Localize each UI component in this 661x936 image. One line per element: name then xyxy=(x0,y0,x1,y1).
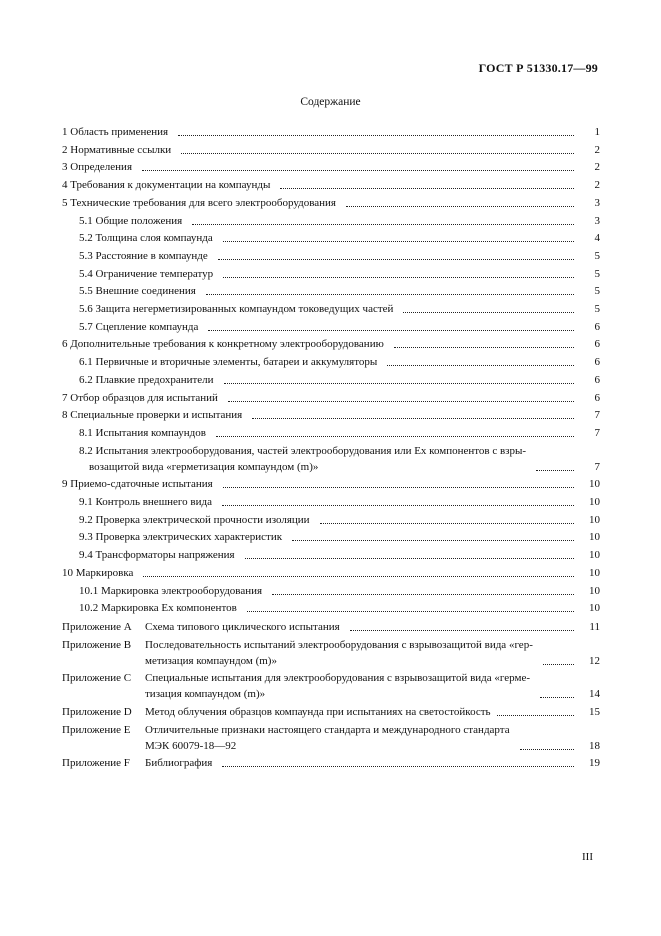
toc-entry-title: 9.4 Трансформаторы напряжения xyxy=(79,549,235,562)
toc-page-number: 7 xyxy=(594,426,600,439)
appendix-label: Приложение C xyxy=(62,672,132,685)
page-number: III xyxy=(582,851,593,863)
toc-appendix-entry[interactable] xyxy=(62,621,600,634)
appendix-label: Приложение F xyxy=(62,757,130,770)
dot-leader xyxy=(181,153,574,154)
toc-entry[interactable] xyxy=(79,445,600,474)
dot-leader xyxy=(216,436,574,437)
appendix-label: Приложение A xyxy=(62,620,132,633)
toc-entry[interactable] xyxy=(62,409,600,422)
dot-leader xyxy=(403,312,574,313)
toc-entry-title: 5.7 Сцепление компаунда xyxy=(79,320,199,333)
dot-leader xyxy=(223,487,574,488)
dot-leader xyxy=(223,241,574,242)
dot-leader xyxy=(536,470,574,471)
toc-appendix-entry[interactable] xyxy=(62,639,600,668)
appendix-title: Библиография xyxy=(145,757,213,770)
toc-page-number: 6 xyxy=(594,391,600,404)
toc-page-number: 19 xyxy=(589,757,600,770)
appendix-label: Приложение E xyxy=(62,723,131,736)
toc-entry-title: 9.3 Проверка электрических характеристик xyxy=(79,531,283,544)
toc-appendix-entry[interactable] xyxy=(62,706,600,719)
toc-entry[interactable] xyxy=(79,514,600,527)
appendix-title: Метод облучения образцов компаунда при испытаниях на светостойкость xyxy=(145,706,491,718)
toc-entry[interactable] xyxy=(62,179,600,192)
dot-leader xyxy=(543,664,574,665)
dot-leader xyxy=(228,401,574,402)
toc-entry-title: 5.2 Толщина слоя компаунда xyxy=(79,232,213,245)
toc-page-number: 10 xyxy=(589,513,600,526)
toc-page-number: 10 xyxy=(589,566,600,579)
appendix-title: Схема типового циклического испытания xyxy=(145,620,340,633)
toc-page-number: 5 xyxy=(594,249,600,262)
dot-leader xyxy=(178,135,574,136)
toc-entry-title: 6.1 Первичные и вторичные элементы, батареи и аккумуляторы xyxy=(79,356,378,369)
toc-entry[interactable] xyxy=(79,585,600,598)
toc-page-number: 5 xyxy=(594,285,600,298)
page-title: Содержание xyxy=(300,96,361,108)
toc-page-number: 14 xyxy=(589,688,600,701)
toc-page-number: 10 xyxy=(589,584,600,597)
dot-leader xyxy=(320,523,574,524)
toc-entry-title: 8.2 Испытания электрооборудования, частей электрооборудования или Ex компонентов с взры- xyxy=(79,444,527,457)
toc-page-number: 6 xyxy=(594,320,600,333)
toc-entry-title: 4 Требования к документации на компаунды xyxy=(62,179,271,192)
toc-entry[interactable] xyxy=(79,232,600,245)
toc-entry-title: 10 Маркировка xyxy=(62,566,134,579)
toc-page-number: 6 xyxy=(594,373,600,386)
toc-page-number: 6 xyxy=(594,356,600,369)
toc-entry[interactable] xyxy=(79,374,600,387)
appendix-title: Отличительные признаки настоящего стандарта и международного стандарта xyxy=(145,723,510,736)
toc-page-number: 10 xyxy=(589,496,600,508)
appendix-title-continued: МЭК 60079-18—92 xyxy=(145,739,237,752)
toc-entry-title: 6 Дополнительные требования к конкретному электрооборудованию xyxy=(62,338,384,351)
dot-leader xyxy=(222,766,574,767)
toc-page-number: 10 xyxy=(589,531,600,544)
toc-entry[interactable] xyxy=(79,427,600,440)
appendix-title-continued: метизация компаундом (m)» xyxy=(145,654,277,667)
toc-entry-title: 8.1 Испытания компаундов xyxy=(79,426,206,439)
toc-page-number: 12 xyxy=(589,654,600,667)
toc-entry[interactable] xyxy=(62,392,600,405)
toc-entry-title: 5.5 Внешние соединения xyxy=(79,285,196,298)
toc-entry-title: 9.1 Контроль внешнего вида xyxy=(79,496,212,508)
toc-entry-title: 7 Отбор образцов для испытаний xyxy=(62,391,218,404)
dot-leader xyxy=(223,277,574,278)
dot-leader xyxy=(222,505,574,506)
toc-entry-title: 9.2 Проверка электрической прочности изоляции xyxy=(79,513,310,526)
toc-entry[interactable] xyxy=(79,215,600,228)
toc-appendix-entry[interactable] xyxy=(62,757,600,770)
toc-entry[interactable] xyxy=(79,250,600,263)
toc-entry[interactable] xyxy=(62,338,600,351)
toc-entry[interactable] xyxy=(79,531,600,544)
dot-leader xyxy=(224,383,574,384)
dot-leader xyxy=(143,576,574,577)
toc-page-number: 3 xyxy=(594,214,600,227)
toc-page-number: 7 xyxy=(594,409,600,422)
toc-entry-title: 5.1 Общие положения xyxy=(79,214,183,227)
toc-entry[interactable] xyxy=(62,478,600,491)
toc-page-number: 10 xyxy=(589,602,600,615)
appendix-title: Последовательность испытаний электрооборудования с взрывозащитой вида «гер- xyxy=(145,638,533,651)
toc-entry[interactable] xyxy=(62,567,600,580)
toc-page-number: 7 xyxy=(594,460,600,473)
appendix-title-continued: тизация компаундом (m)» xyxy=(145,688,266,701)
toc-entry[interactable] xyxy=(79,321,600,334)
dot-leader xyxy=(292,540,574,541)
dot-leader xyxy=(218,259,574,260)
appendix-label: Приложение B xyxy=(62,638,132,651)
toc-entry-title: 9 Приемо-сдаточные испытания xyxy=(62,478,213,491)
dot-leader xyxy=(346,206,574,207)
toc-page-number: 5 xyxy=(594,267,600,280)
toc-entry[interactable] xyxy=(62,161,600,174)
toc-entry-title: 5.4 Ограничение температур xyxy=(79,267,214,280)
toc-entry[interactable] xyxy=(79,268,600,281)
toc-entry[interactable] xyxy=(79,549,600,562)
toc-page-number: 2 xyxy=(594,179,600,192)
toc-entry-title: 5 Технические требования для всего электрооборудования xyxy=(62,196,336,209)
dot-leader xyxy=(350,630,574,631)
dot-leader xyxy=(245,558,574,559)
dot-leader xyxy=(192,224,574,225)
dot-leader xyxy=(206,294,574,295)
toc-entry-title: 2 Нормативные ссылки xyxy=(62,143,172,156)
toc-entry-title: 10.2 Маркировка Ex компонентов xyxy=(79,602,237,615)
toc-page-number: 18 xyxy=(589,739,600,752)
toc-entry[interactable] xyxy=(79,602,600,615)
toc-entry-title: 5.3 Расстояние в компаунде xyxy=(79,249,208,262)
toc-entry[interactable] xyxy=(62,197,600,210)
dot-leader xyxy=(252,418,574,419)
toc-page-number: 1 xyxy=(594,126,600,138)
toc-page-number: 3 xyxy=(594,196,600,209)
toc-page-number: 10 xyxy=(589,478,600,491)
toc-entry-title: 3 Определения xyxy=(62,161,133,174)
toc-appendix-entry[interactable] xyxy=(62,672,600,701)
toc-entry-title: 6.2 Плавкие предохранители xyxy=(79,373,214,386)
toc-entry[interactable] xyxy=(79,356,600,369)
dot-leader xyxy=(387,365,574,366)
dot-leader xyxy=(394,347,574,348)
dot-leader xyxy=(272,594,574,595)
toc-entry-title: 1 Область применения xyxy=(62,126,169,138)
appendix-title: Специальные испытания для электрооборудования с взрывозащитой вида «гермe- xyxy=(145,672,530,685)
toc-entry[interactable] xyxy=(79,285,600,298)
toc-page-number: 2 xyxy=(594,161,600,174)
toc-appendix-entry[interactable] xyxy=(62,724,600,753)
toc-entry-title: 5.6 Защита негерметизированных компаундом токоведущих частей xyxy=(79,303,394,315)
dot-leader xyxy=(247,611,574,612)
toc-page-number: 15 xyxy=(589,706,600,718)
toc-page-number: 11 xyxy=(589,620,600,633)
toc-page-number: 4 xyxy=(594,232,600,245)
dot-leader xyxy=(142,170,574,171)
toc-entry[interactable] xyxy=(62,144,600,157)
dot-leader xyxy=(280,188,574,189)
toc-entry[interactable] xyxy=(62,126,600,139)
toc-entry[interactable] xyxy=(79,303,600,316)
dot-leader xyxy=(497,715,574,716)
toc-page-number: 5 xyxy=(594,303,600,315)
document-header: ГОСТ Р 51330.17—99 xyxy=(478,61,598,75)
toc-page-number: 6 xyxy=(594,338,600,351)
dot-leader xyxy=(540,697,574,698)
dot-leader xyxy=(520,749,574,750)
toc-entry[interactable] xyxy=(79,496,600,509)
toc-entry-title: 8 Специальные проверки и испытания xyxy=(62,409,243,422)
toc-page-number: 10 xyxy=(589,549,600,562)
toc-entry-title-continued: возащитой вида «герметизация компаундом (m)» xyxy=(89,460,319,473)
toc-page-number: 2 xyxy=(594,143,600,156)
toc-entry-title: 10.1 Маркировка электрооборудования xyxy=(79,584,263,597)
appendix-label: Приложение D xyxy=(62,706,132,718)
dot-leader xyxy=(208,330,574,331)
